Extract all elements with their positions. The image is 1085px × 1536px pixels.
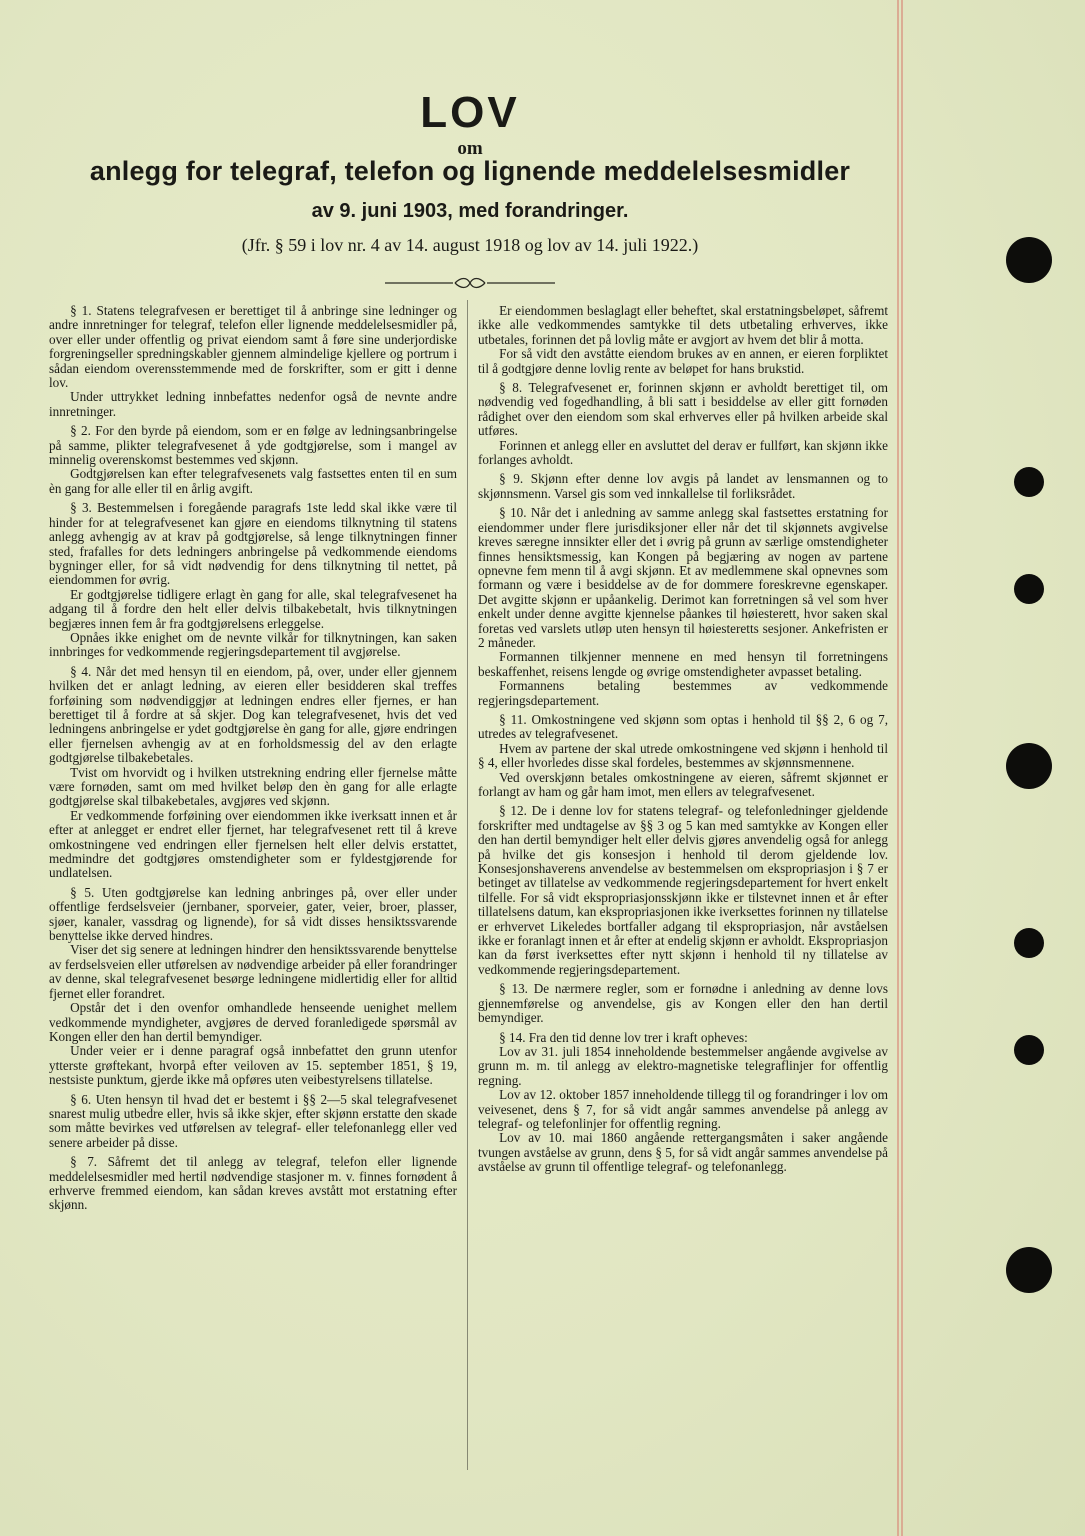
law-paragraph: Lov av 31. juli 1854 inneholdende bestemmelser angående avgivelse av grunn m. m. til anlegg av elektro-magnetiske telegraflinjer for offentlig regning.	[478, 1043, 888, 1088]
law-paragraph: Er vedkommende forføining over eiendommen ikke iverksatt innen et år efter at anlegget er endret eller fjernet, har telegrafvesenet rett til å kreve omkostningene ved endringen eller fjernelsen helt eller delvis erstattet, medmindre det godtgjøres omstendigheter som er fyldestgjørende for undlatelsen.	[49, 807, 457, 881]
law-paragraph: For så vidt den avståtte eiendom brukes av en annen, er eieren forpliktet til å godtgjøre denne lovlig rente av beløpet for hans brukstid.	[478, 346, 888, 376]
law-paragraph: § 10. Når det i anledning av samme anlegg skal fastsettes erstatning for eiendommer under flere jurisdiksjoner eller når det til skjønnets avgivelse kreves særegne innsikter eller det i øvrig på grunn av særlige omstendigheter finnes hensiktsmessig, kan Kongen på begjæring av nogen av partene opnevne fem menn til å avgi skjønn. Et av medlemmene skal opnevnes som formann og være i besiddelse av de for dommere foreskrevne egenskaper. Det avgitte skjønn er upåankelig. Derimot kan forretningen så vel som hver enkelt under denne avgitte kjennelse påankes til høiesterett, hvor saken skal foretas ved varslets utløp uten hensyn til høiesteretts sesjoner. Ankefristen er 2 måneder.	[478, 505, 888, 650]
margin-line-left	[897, 0, 899, 1536]
law-paragraph: Opnåes ikke enighet om de nevnte vilkår for tilknytningen, kan saken innbringes for vedkommende regjeringsdepartement til avgjørelse.	[49, 629, 457, 660]
law-subtitle: anlegg for telegraf, telefon og lignende meddelelsesmidler	[89, 156, 851, 186]
right-column	[478, 304, 888, 1175]
binder-hole	[1006, 237, 1052, 283]
binder-hole	[1014, 928, 1044, 958]
law-paragraph: § 1. Statens telegrafvesen er berettiget til å anbringe sine ledninger og andre innretninger for telegraf, telefon eller lignende meddelelsesmidler på, over eller under offentlig og privat eiendom samt å føre sine underjordiske forgreningseller spredningskabler gjennem almindelige kjellere og portrum i sådan eiendom overensstemmende med de forskrifter, som er gitt i denne lov.	[49, 303, 457, 391]
law-paragraph: Er godtgjørelse tidligere erlagt èn gang for alle, skal telegrafvesenet ha adgang til å fordre den helt eller delvis tilbakebetalt, hvis tilknytningen begjæres innen fem år fra godtgjørelsens erleggelse.	[49, 586, 457, 631]
binder-hole	[1006, 743, 1052, 789]
law-paragraph: Forinnen et anlegg eller en avsluttet del derav er fullført, kan skjønn ikke forlanges avholdt.	[478, 437, 888, 468]
law-paragraph: § 4. Når det med hensyn til en eiendom, på, over, under eller gjennem hvilken det er anlagt ledning, av eieren eller besidderen skal treffes forføining som nødvendiggjør at ledningen endres eller fjernes, er han berettiget til å fordre at så skjer. Dog kan telegrafvesenet, hvis det ved ledningens anbringelse er ydet godtgjørelse èn gang for alle, gjøre endringen eller fjernelsen avhengig av at en forholdsmessig del av den erlagte godtgjørelse tilbakebetales.	[49, 663, 457, 766]
law-paragraph: § 3. Bestemmelsen i foregående paragrafs 1ste ledd skal ikke være til hinder for at telegrafvesenet kan gjøre en eiendoms tilknytning til statens anlegg avhengig av at krav på godtgjørelse, så lenge tilknytningen finner sted, frafalles for dets ledningers anbringelse på vedkommende eiendoms bygninger eller, for så vidt nødvendig for dens tilknytning til nettet, på eiendommen for øvrig.	[49, 500, 457, 588]
law-paragraph: Opstår det i den ovenfor omhandlede henseende uenighet mellem vedkommende myndigheter, avgjøres de derved foranledigede spørsmål av Kongen eller den han dertil bemyndiger.	[49, 1000, 457, 1044]
law-paragraph: Formannens betaling bestemmes av vedkommende regjeringsdepartement.	[478, 678, 888, 708]
law-paragraph: Lov av 12. oktober 1857 inneholdende tillegg til og forandringer i lov om veivesenet, dens § 7, for så vidt angår sammes anvendelse på anlegg av telegraf- og telefonlinjer for offentlig regning.	[478, 1087, 888, 1131]
law-paragraph: § 12. De i denne lov for statens telegraf- og telefonledninger gjeldende forskrifter med undtagelse av §§ 3 og 5 kan med samtykke av Kongen eller den han dertil bemyndiger helt eller delvis gjøres anvendelig også for anlegg på hvilke det gis konsesjon i henhold til derom gjeldende lov. Konsesjonshaverens anvendelse av bestemmelsen om ekspropriasjon i § 7 er betinget av tillatelse av vedkommende regjeringsdepartement for hvert enkelt tilfelle. For så vidt ekspropriasjonsskjønn ikke er tilstevnet innen et år efter tillatelsens datum, kan ekspropriasjonen ikke iverksettes forinnen ny tillatelse er erhvervet Likeledes bortfaller adgang til ekspropriasjon, når avståelsen ikke er foranlagt innen et år efter at endelig skjønn er avholdt. Ekspropriasjon kan da først iverksettes efter nytt skjønn i henhold til ny tillatelse av vedkommende regjeringsdepartement.	[478, 803, 888, 977]
law-paragraph: Hvem av partene der skal utrede omkostningene ved skjønn i henhold til § 4, eller hvorledes disse skal fordeles, bestemmes av skjønnsmennene.	[478, 740, 888, 771]
law-paragraph: § 5. Uten godtgjørelse kan ledning anbringes på, over eller under offentlige ferdselsveier (jernbaner, sporveier, gater, veier, broer, plasser, sjøer, kanaler, vassdrag og lignende), for så vidt disses hensiktssvarende benyttelse ikke derved hindres.	[49, 884, 457, 944]
column-divider	[467, 300, 468, 1470]
law-paragraph: § 7. Såfremt det til anlegg av telegraf, telefon eller lignende meddelelsesmidler med hertil nødvendige stasjoner m. v. finnes fornødent å erhverve fremmed eiendom, kan sådan kreves avstått mot erstatning efter skjønn.	[49, 1154, 457, 1213]
law-reference: (Jfr. § 59 i lov nr. 4 av 14. august 1918 og lov av 14. juli 1922.)	[241, 235, 699, 255]
law-paragraph: § 13. De nærmere regler, som er fornødne i anledning av denne lovs gjennemførelse og anvendelse, gis av Kongen eller den han dertil bemyndiger.	[478, 981, 888, 1026]
law-paragraph: Viser det sig senere at ledningen hindrer den hensiktssvarende benyttelse av ferdselsveien eller utførelsen av nødvendige arbeider på eller forandringer av denne, skal telegrafvesenet besørge ledningene midlertidig eller for alltid fjernet eller forandret.	[49, 942, 457, 1001]
binder-hole	[1014, 467, 1044, 497]
law-paragraph: Formannen tilkjenner mennene en med hensyn til forretningens beskaffenhet, reisens lengde og øvrige omstendigheter avpasset betaling.	[478, 649, 888, 679]
binder-hole	[1006, 1247, 1052, 1293]
law-date: av 9. juni 1903, med forandringer.	[311, 200, 629, 222]
law-paragraph: § 14. Fra den tid denne lov trer i kraft opheves:	[499, 1029, 748, 1045]
law-paragraph: § 9. Skjønn efter denne lov avgis på landet av lensmannen og to skjønnsmenn. Varsel gis som ved innkallelse til forliksrådet.	[478, 471, 888, 501]
margin-line-right	[901, 0, 903, 1536]
law-paragraph: Under uttrykket ledning innbefattes nedenfor også de nevnte andre innretninger.	[49, 389, 457, 419]
law-paragraph: § 11. Omkostningene ved skjønn som optas i henhold til §§ 2, 6 og 7, utredes av telegrafvesenet.	[478, 711, 888, 742]
left-column	[49, 304, 457, 1213]
binder-hole	[1014, 1035, 1044, 1065]
law-paragraph: § 2. For den byrde på eiendom, som er en følge av ledningsanbringelse på samme, plikter telegrafvesenet å yde godtgjørelse, som i mangel av minnelig overenskomst bestemmes ved skjønn.	[49, 423, 457, 468]
law-paragraph: Tvist om hvorvidt og i hvilken utstrekning endring eller fjernelse måtte være fornøden, samt om med hvilket beløp den èn gang for alle erlagte godtgjørelse skal tilbakebetales, avgjøres ved skjønn.	[49, 764, 457, 809]
law-paragraph: Godtgjørelsen kan efter telegrafvesenets valg fastsettes enten til en sum èn gang for alle eller til en årlig avgift.	[49, 466, 457, 496]
binder-hole	[1014, 574, 1044, 604]
law-paragraph: Lov av 10. mai 1860 angående rettergangsmåten i saker angående tvungen avståelse av grunn, dens § 5, for så vidt angår sammes anvendelse på avståelse av grunn til offentlige telegraf- og telefonanlegg.	[478, 1130, 888, 1175]
law-paragraph: § 6. Uten hensyn til hvad det er bestemt i §§ 2—5 skal telegrafvesenet snarest mulig utbedre eller, hvis så ikke skjer, efter skjønn erstatte den skade som måtte bevirkes ved utførelsen av telegraf- eller telefonanlegg eller ved senere arbeider på disse.	[49, 1091, 457, 1150]
ornament-divider	[385, 277, 555, 289]
title-om: om	[457, 138, 483, 159]
law-paragraph: Ved overskjønn betales omkostningene av eieren, såfremt skjønnet er forlangt av ham og går ham imot, men ellers av telegrafvesenet.	[478, 769, 888, 799]
law-paragraph: Er eiendommen beslaglagt eller beheftet, skal erstatningsbeløpet, såfremt ikke alle vedkommendes samtykke til dets utbetaling erhverves, ikke utbetales, forinnen det på lovlig måte er avgjort av hvem det blir å motta.	[478, 303, 888, 347]
law-title: LOV	[420, 88, 520, 137]
law-paragraph: Under veier er i denne paragraf også innbefattet den grunn utenfor ytterste grøftekant, hvorpå efter veiloven av 15. september 1851, § 19, nestsiste punktum, gjerde ikke må opføres uten veibestyrelsens tillatelse.	[49, 1043, 457, 1088]
law-paragraph: § 8. Telegrafvesenet er, forinnen skjønn er avholdt berettiget til, om nødvendig ved fogedhandling, å bli satt i besiddelse av eller gitt fornøden rådighet over den eiendom som skal erhverves eller på hvilken arbeide skal utføres.	[478, 380, 888, 439]
